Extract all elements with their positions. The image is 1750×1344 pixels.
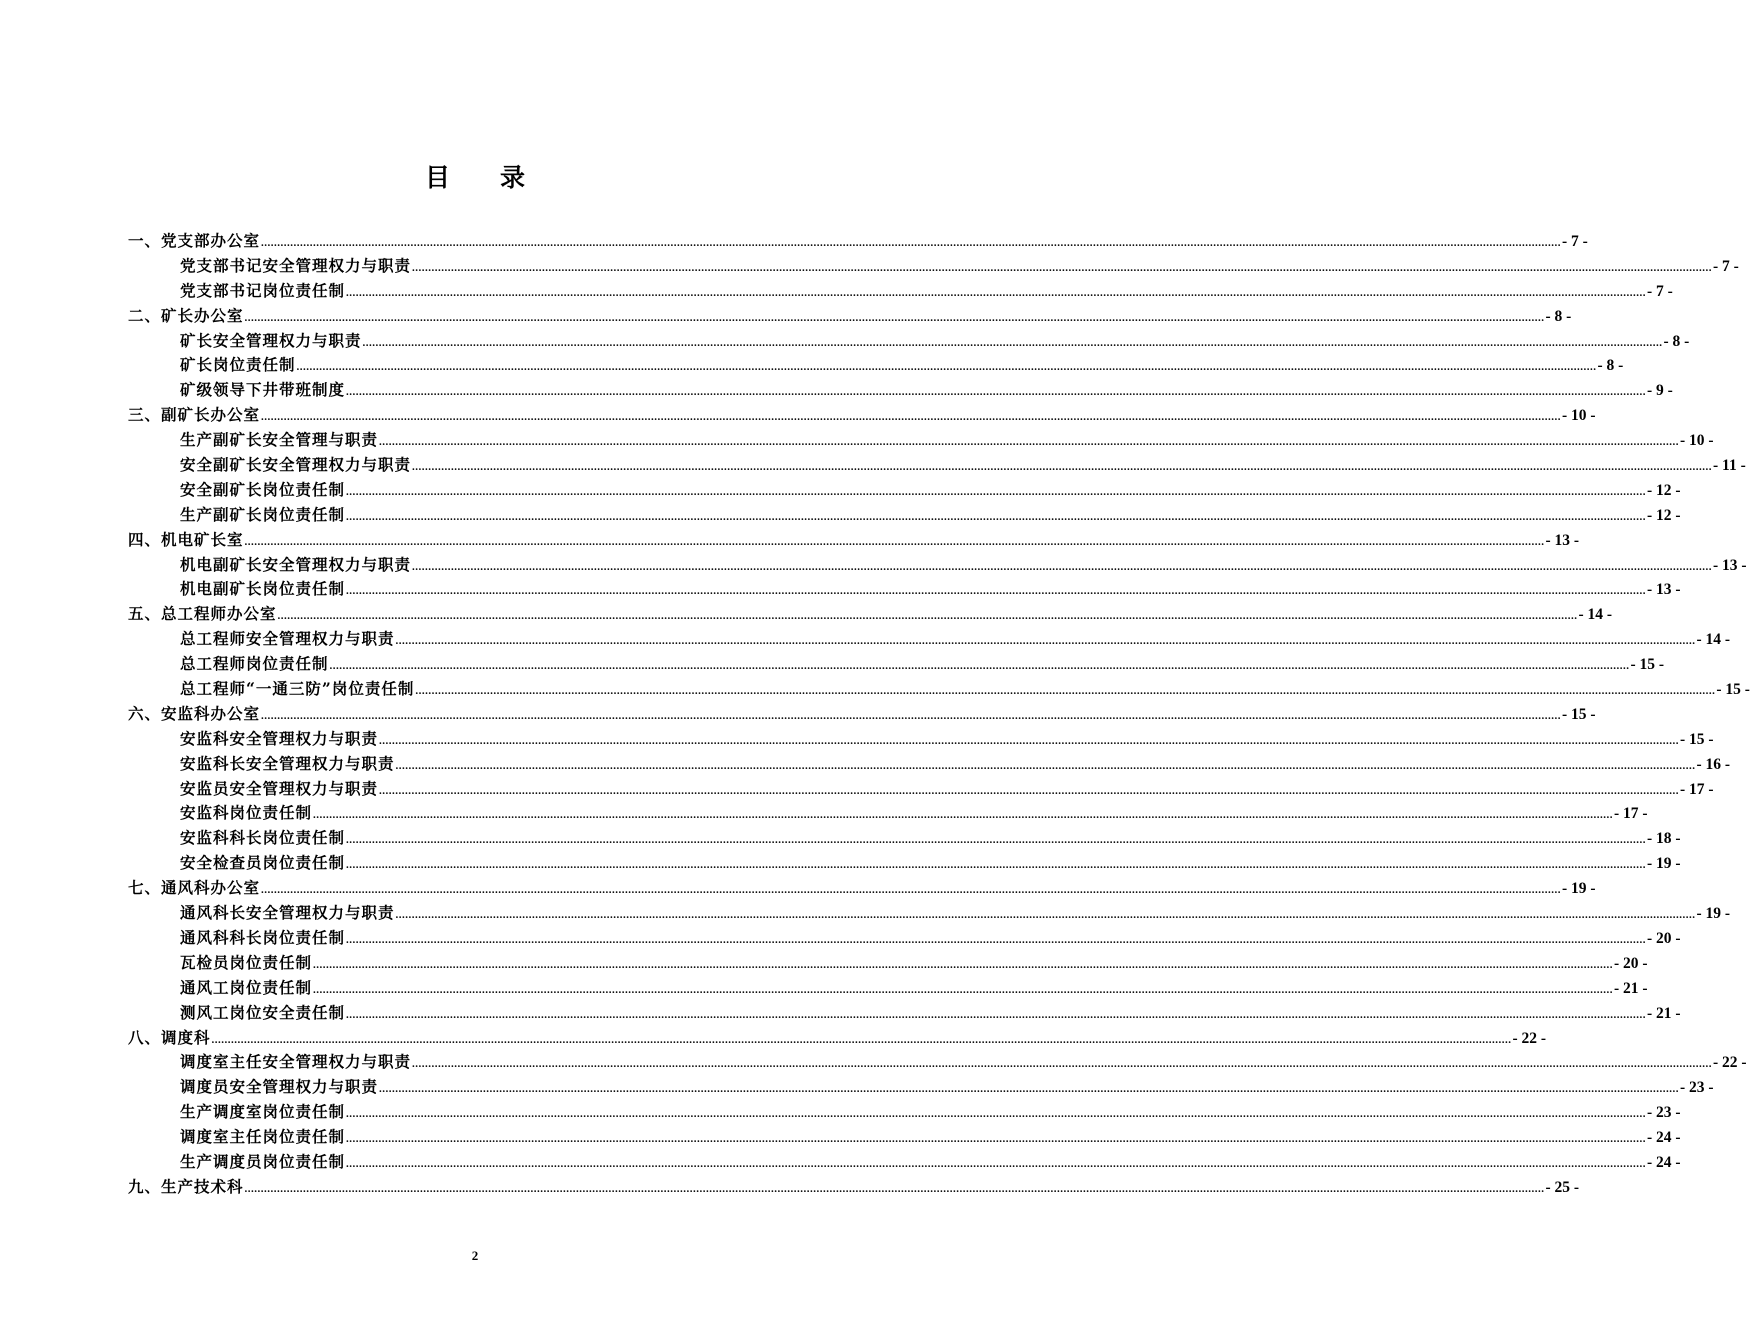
toc-entry-title: 九、生产技术科 (128, 1176, 244, 1196)
toc-entry-title: 机电副矿长安全管理权力与职责 (180, 554, 412, 574)
toc-entry-page: - 21 - (1647, 1004, 1681, 1022)
toc-entry-title: 安监科科长岗位责任制 (180, 828, 346, 848)
toc-dot-leader: ................................................................................................................................................................................................................................................................................................................................................................................................................ (412, 560, 1713, 573)
toc-entry-title: 生产调度室岗位责任制 (180, 1102, 346, 1122)
toc-subsection-entry[interactable] (128, 577, 1681, 602)
toc-entry-page: - 10 - (1680, 432, 1714, 450)
toc-entry-title: 通风科长安全管理权力与职责 (180, 903, 395, 923)
toc-subsection-entry[interactable] (128, 279, 1673, 304)
toc-entry-page: - 23 - (1680, 1079, 1714, 1097)
toc-subsection-entry[interactable] (128, 553, 1747, 578)
toc-entry-title: 安全检查员岗位责任制 (180, 853, 346, 873)
toc-dot-leader: ................................................................................................................................................................................................................................................................................................................................................................................................................ (395, 759, 1696, 772)
toc-subsection-entry[interactable] (128, 801, 1648, 826)
toc-entry-page: - 13 - (1647, 581, 1681, 599)
toc-dot-leader: ................................................................................................................................................................................................................................................................................................................................................................................................................ (261, 709, 1562, 722)
toc-dot-leader: ................................................................................................................................................................................................................................................................................................................................................................................................................ (395, 909, 1696, 922)
page-title: 目 录 (424, 163, 525, 192)
toc-entry-page: - 19 - (1647, 855, 1681, 873)
toc-entry-title: 总工程师“一通三防”岗位责任制 (180, 679, 415, 699)
toc-subsection-entry[interactable] (128, 1075, 1714, 1100)
toc-entry-page: - 8 - (1663, 332, 1690, 350)
toc-dot-leader: ................................................................................................................................................................................................................................................................................................................................................................................................................ (412, 461, 1713, 474)
toc-entry-title: 安全副矿长安全管理权力与职责 (180, 455, 412, 475)
toc-dot-leader: ................................................................................................................................................................................................................................................................................................................................................................................................................ (379, 436, 1680, 449)
toc-dot-leader: ................................................................................................................................................................................................................................................................................................................................................................................................................ (346, 1008, 1647, 1021)
toc-entry-title: 生产调度员岗位责任制 (180, 1151, 346, 1171)
toc-dot-leader: ................................................................................................................................................................................................................................................................................................................................................................................................................ (346, 834, 1647, 847)
toc-subsection-entry[interactable] (128, 503, 1681, 528)
table-of-contents (128, 229, 1750, 1200)
toc-entry-page: - 12 - (1647, 481, 1681, 499)
toc-entry-title: 机电副矿长岗位责任制 (180, 579, 346, 599)
toc-subsection-entry[interactable] (128, 951, 1648, 976)
toc-entry-title: 四、机电矿长室 (128, 529, 244, 549)
toc-dot-leader: ................................................................................................................................................................................................................................................................................................................................................................................................................ (329, 660, 1630, 673)
toc-section-entry[interactable] (128, 528, 1580, 553)
toc-entry-page: - 17 - (1680, 780, 1714, 798)
toc-subsection-entry[interactable] (128, 254, 1739, 279)
toc-entry-title: 通风工岗位责任制 (180, 977, 313, 997)
toc-section-entry[interactable] (128, 229, 1588, 254)
toc-entry-page: - 14 - (1578, 606, 1613, 624)
toc-section-entry[interactable] (128, 702, 1596, 727)
toc-dot-leader: ................................................................................................................................................................................................................................................................................................................................................................................................................ (346, 1157, 1647, 1170)
toc-entry-page: - 17 - (1614, 805, 1648, 823)
toc-entry-page: - 24 - (1647, 1153, 1681, 1171)
toc-entry-title: 安监员安全管理权力与职责 (180, 778, 379, 798)
toc-entry-page: - 15 - (1562, 705, 1596, 723)
toc-subsection-entry[interactable] (128, 976, 1648, 1001)
toc-entry-page: - 20 - (1614, 954, 1648, 972)
toc-entry-page: - 7 - (1713, 257, 1739, 275)
toc-subsection-entry[interactable] (128, 1125, 1681, 1150)
toc-entry-title: 测风工岗位安全责任制 (180, 1002, 346, 1022)
toc-entry-title: 安全副矿长岗位责任制 (180, 479, 346, 499)
toc-entry-title: 六、安监科办公室 (128, 703, 261, 723)
toc-dot-leader: ................................................................................................................................................................................................................................................................................................................................................................................................................ (415, 685, 1716, 698)
toc-entry-title: 矿长岗位责任制 (180, 355, 296, 375)
toc-entry-page: - 16 - (1696, 755, 1731, 773)
toc-entry-title: 调度员安全管理权力与职责 (180, 1077, 379, 1097)
toc-entry-page: - 22 - (1713, 1054, 1747, 1072)
toc-subsection-entry[interactable] (128, 727, 1714, 752)
toc-dot-leader: ................................................................................................................................................................................................................................................................................................................................................................................................................ (412, 1058, 1713, 1071)
toc-entry-title: 一、党支部办公室 (128, 231, 261, 250)
toc-dot-leader: ................................................................................................................................................................................................................................................................................................................................................................................................................ (261, 237, 1562, 249)
toc-dot-leader: ................................................................................................................................................................................................................................................................................................................................................................................................................ (346, 1108, 1647, 1121)
toc-entry-title: 七、通风科办公室 (128, 878, 261, 898)
toc-entry-page: - 13 - (1713, 556, 1747, 574)
toc-dot-leader: ................................................................................................................................................................................................................................................................................................................................................................................................................ (244, 1182, 1545, 1195)
toc-entry-page: - 23 - (1647, 1104, 1681, 1122)
toc-subsection-entry[interactable] (128, 1050, 1747, 1075)
toc-entry-title: 二、矿长办公室 (128, 305, 244, 325)
toc-dot-leader: ................................................................................................................................................................................................................................................................................................................................................................................................................ (261, 411, 1562, 424)
toc-subsection-entry[interactable] (128, 428, 1714, 453)
toc-dot-leader: ................................................................................................................................................................................................................................................................................................................................................................................................................ (261, 884, 1562, 897)
toc-dot-leader: ................................................................................................................................................................................................................................................................................................................................................................................................................ (379, 1083, 1680, 1096)
toc-subsection-entry[interactable] (128, 901, 1731, 926)
toc-subsection-entry[interactable] (128, 926, 1681, 951)
toc-entry-page: - 25 - (1545, 1178, 1580, 1196)
toc-dot-leader: ................................................................................................................................................................................................................................................................................................................................................................................................................ (296, 361, 1597, 374)
toc-subsection-entry[interactable] (128, 478, 1681, 503)
toc-dot-leader: ................................................................................................................................................................................................................................................................................................................................................................................................................ (313, 809, 1614, 822)
toc-dot-leader: ................................................................................................................................................................................................................................................................................................................................................................................................................ (244, 535, 1545, 548)
toc-subsection-entry[interactable] (128, 627, 1731, 652)
toc-subsection-entry[interactable] (128, 826, 1681, 851)
toc-dot-leader: ................................................................................................................................................................................................................................................................................................................................................................................................................ (313, 983, 1614, 996)
toc-section-entry[interactable] (128, 1026, 1547, 1051)
toc-dot-leader: ................................................................................................................................................................................................................................................................................................................................................................................................................ (412, 261, 1713, 274)
toc-dot-leader: ................................................................................................................................................................................................................................................................................................................................................................................................................ (379, 734, 1680, 747)
toc-entry-title: 调度室主任安全管理权力与职责 (180, 1052, 412, 1072)
toc-dot-leader: ................................................................................................................................................................................................................................................................................................................................................................................................................ (346, 510, 1647, 523)
toc-dot-leader: ................................................................................................................................................................................................................................................................................................................................................................................................................ (313, 958, 1614, 971)
toc-entry-title: 安监科长安全管理权力与职责 (180, 753, 395, 773)
toc-subsection-entry[interactable] (128, 1150, 1681, 1175)
toc-dot-leader: ................................................................................................................................................................................................................................................................................................................................................................................................................ (395, 635, 1696, 648)
toc-entry-title: 矿级领导下井带班制度 (180, 380, 346, 400)
toc-dot-leader: ................................................................................................................................................................................................................................................................................................................................................................................................................ (346, 933, 1647, 946)
toc-entry-page: - 8 - (1597, 357, 1624, 375)
toc-subsection-entry[interactable] (128, 652, 1665, 677)
toc-entry-page: - 19 - (1696, 905, 1731, 923)
page-number: 2 (471, 1248, 479, 1263)
toc-entry-page: - 7 - (1562, 233, 1588, 250)
toc-entry-title: 总工程师安全管理权力与职责 (180, 629, 395, 649)
toc-subsection-entry[interactable] (128, 777, 1714, 802)
toc-subsection-entry[interactable] (128, 752, 1731, 777)
toc-section-entry[interactable] (128, 1175, 1580, 1200)
toc-dot-leader: ................................................................................................................................................................................................................................................................................................................................................................................................................ (277, 610, 1578, 623)
toc-entry-title: 总工程师岗位责任制 (180, 654, 329, 674)
toc-entry-page: - 9 - (1647, 382, 1673, 400)
toc-entry-title: 矿长安全管理权力与职责 (180, 330, 362, 350)
toc-entry-title: 生产副矿长安全管理与职责 (180, 430, 379, 450)
toc-entry-page: - 15 - (1680, 730, 1714, 748)
toc-entry-page: - 10 - (1562, 407, 1596, 425)
toc-entry-title: 瓦检员岗位责任制 (180, 952, 313, 972)
toc-entry-page: - 8 - (1545, 307, 1572, 325)
toc-subsection-entry[interactable] (128, 329, 1690, 354)
toc-dot-leader: ................................................................................................................................................................................................................................................................................................................................................................................................................ (244, 311, 1545, 324)
toc-section-entry[interactable] (128, 403, 1596, 428)
toc-subsection-entry[interactable] (128, 1001, 1681, 1026)
toc-entry-title: 三、副矿长办公室 (128, 405, 261, 425)
toc-entry-page: - 22 - (1512, 1029, 1547, 1047)
toc-subsection-entry[interactable] (128, 353, 1624, 378)
toc-entry-page: - 19 - (1562, 880, 1596, 898)
toc-dot-leader: ................................................................................................................................................................................................................................................................................................................................................................................................................ (362, 336, 1663, 349)
toc-dot-leader: ................................................................................................................................................................................................................................................................................................................................................................................................................ (379, 784, 1680, 797)
toc-entry-title: 安监科岗位责任制 (180, 803, 313, 823)
toc-dot-leader: ................................................................................................................................................................................................................................................................................................................................................................................................................ (346, 386, 1647, 399)
toc-entry-page: - 7 - (1647, 282, 1673, 300)
toc-entry-page: - 11 - (1713, 457, 1746, 475)
toc-entry-title: 调度室主任岗位责任制 (180, 1127, 346, 1147)
toc-entry-page: - 24 - (1647, 1129, 1681, 1147)
toc-entry-title: 通风科科长岗位责任制 (180, 927, 346, 947)
toc-entry-title: 五、总工程师办公室 (128, 604, 277, 624)
toc-entry-page: - 21 - (1614, 979, 1648, 997)
toc-dot-leader: ................................................................................................................................................................................................................................................................................................................................................................................................................ (346, 485, 1647, 498)
toc-entry-page: - 12 - (1647, 506, 1681, 524)
toc-subsection-entry[interactable] (128, 453, 1746, 478)
toc-entry-page: - 15 - (1716, 681, 1750, 699)
toc-subsection-entry[interactable] (128, 677, 1750, 702)
toc-entry-page: - 20 - (1647, 929, 1681, 947)
toc-entry-title: 生产副矿长岗位责任制 (180, 504, 346, 524)
toc-entry-title: 党支部书记安全管理权力与职责 (180, 255, 412, 275)
toc-section-entry[interactable] (128, 876, 1596, 901)
toc-dot-leader: ................................................................................................................................................................................................................................................................................................................................................................................................................ (346, 286, 1647, 299)
toc-dot-leader: ................................................................................................................................................................................................................................................................................................................................................................................................................ (211, 1033, 1512, 1046)
toc-entry-page: - 14 - (1696, 631, 1731, 649)
toc-dot-leader: ................................................................................................................................................................................................................................................................................................................................................................................................................ (346, 859, 1647, 872)
toc-dot-leader: ................................................................................................................................................................................................................................................................................................................................................................................................................ (346, 1133, 1647, 1146)
toc-section-entry[interactable] (128, 304, 1572, 329)
toc-entry-page: - 18 - (1647, 830, 1681, 848)
toc-subsection-entry[interactable] (128, 851, 1681, 876)
toc-entry-title: 安监科安全管理权力与职责 (180, 728, 379, 748)
toc-entry-title: 党支部书记岗位责任制 (180, 280, 346, 300)
toc-subsection-entry[interactable] (128, 378, 1673, 403)
toc-entry-page: - 13 - (1545, 531, 1580, 549)
toc-entry-title: 八、调度科 (128, 1027, 211, 1047)
toc-subsection-entry[interactable] (128, 1100, 1681, 1125)
toc-entry-page: - 15 - (1630, 656, 1665, 674)
toc-section-entry[interactable] (128, 602, 1613, 627)
toc-dot-leader: ................................................................................................................................................................................................................................................................................................................................................................................................................ (346, 585, 1647, 598)
